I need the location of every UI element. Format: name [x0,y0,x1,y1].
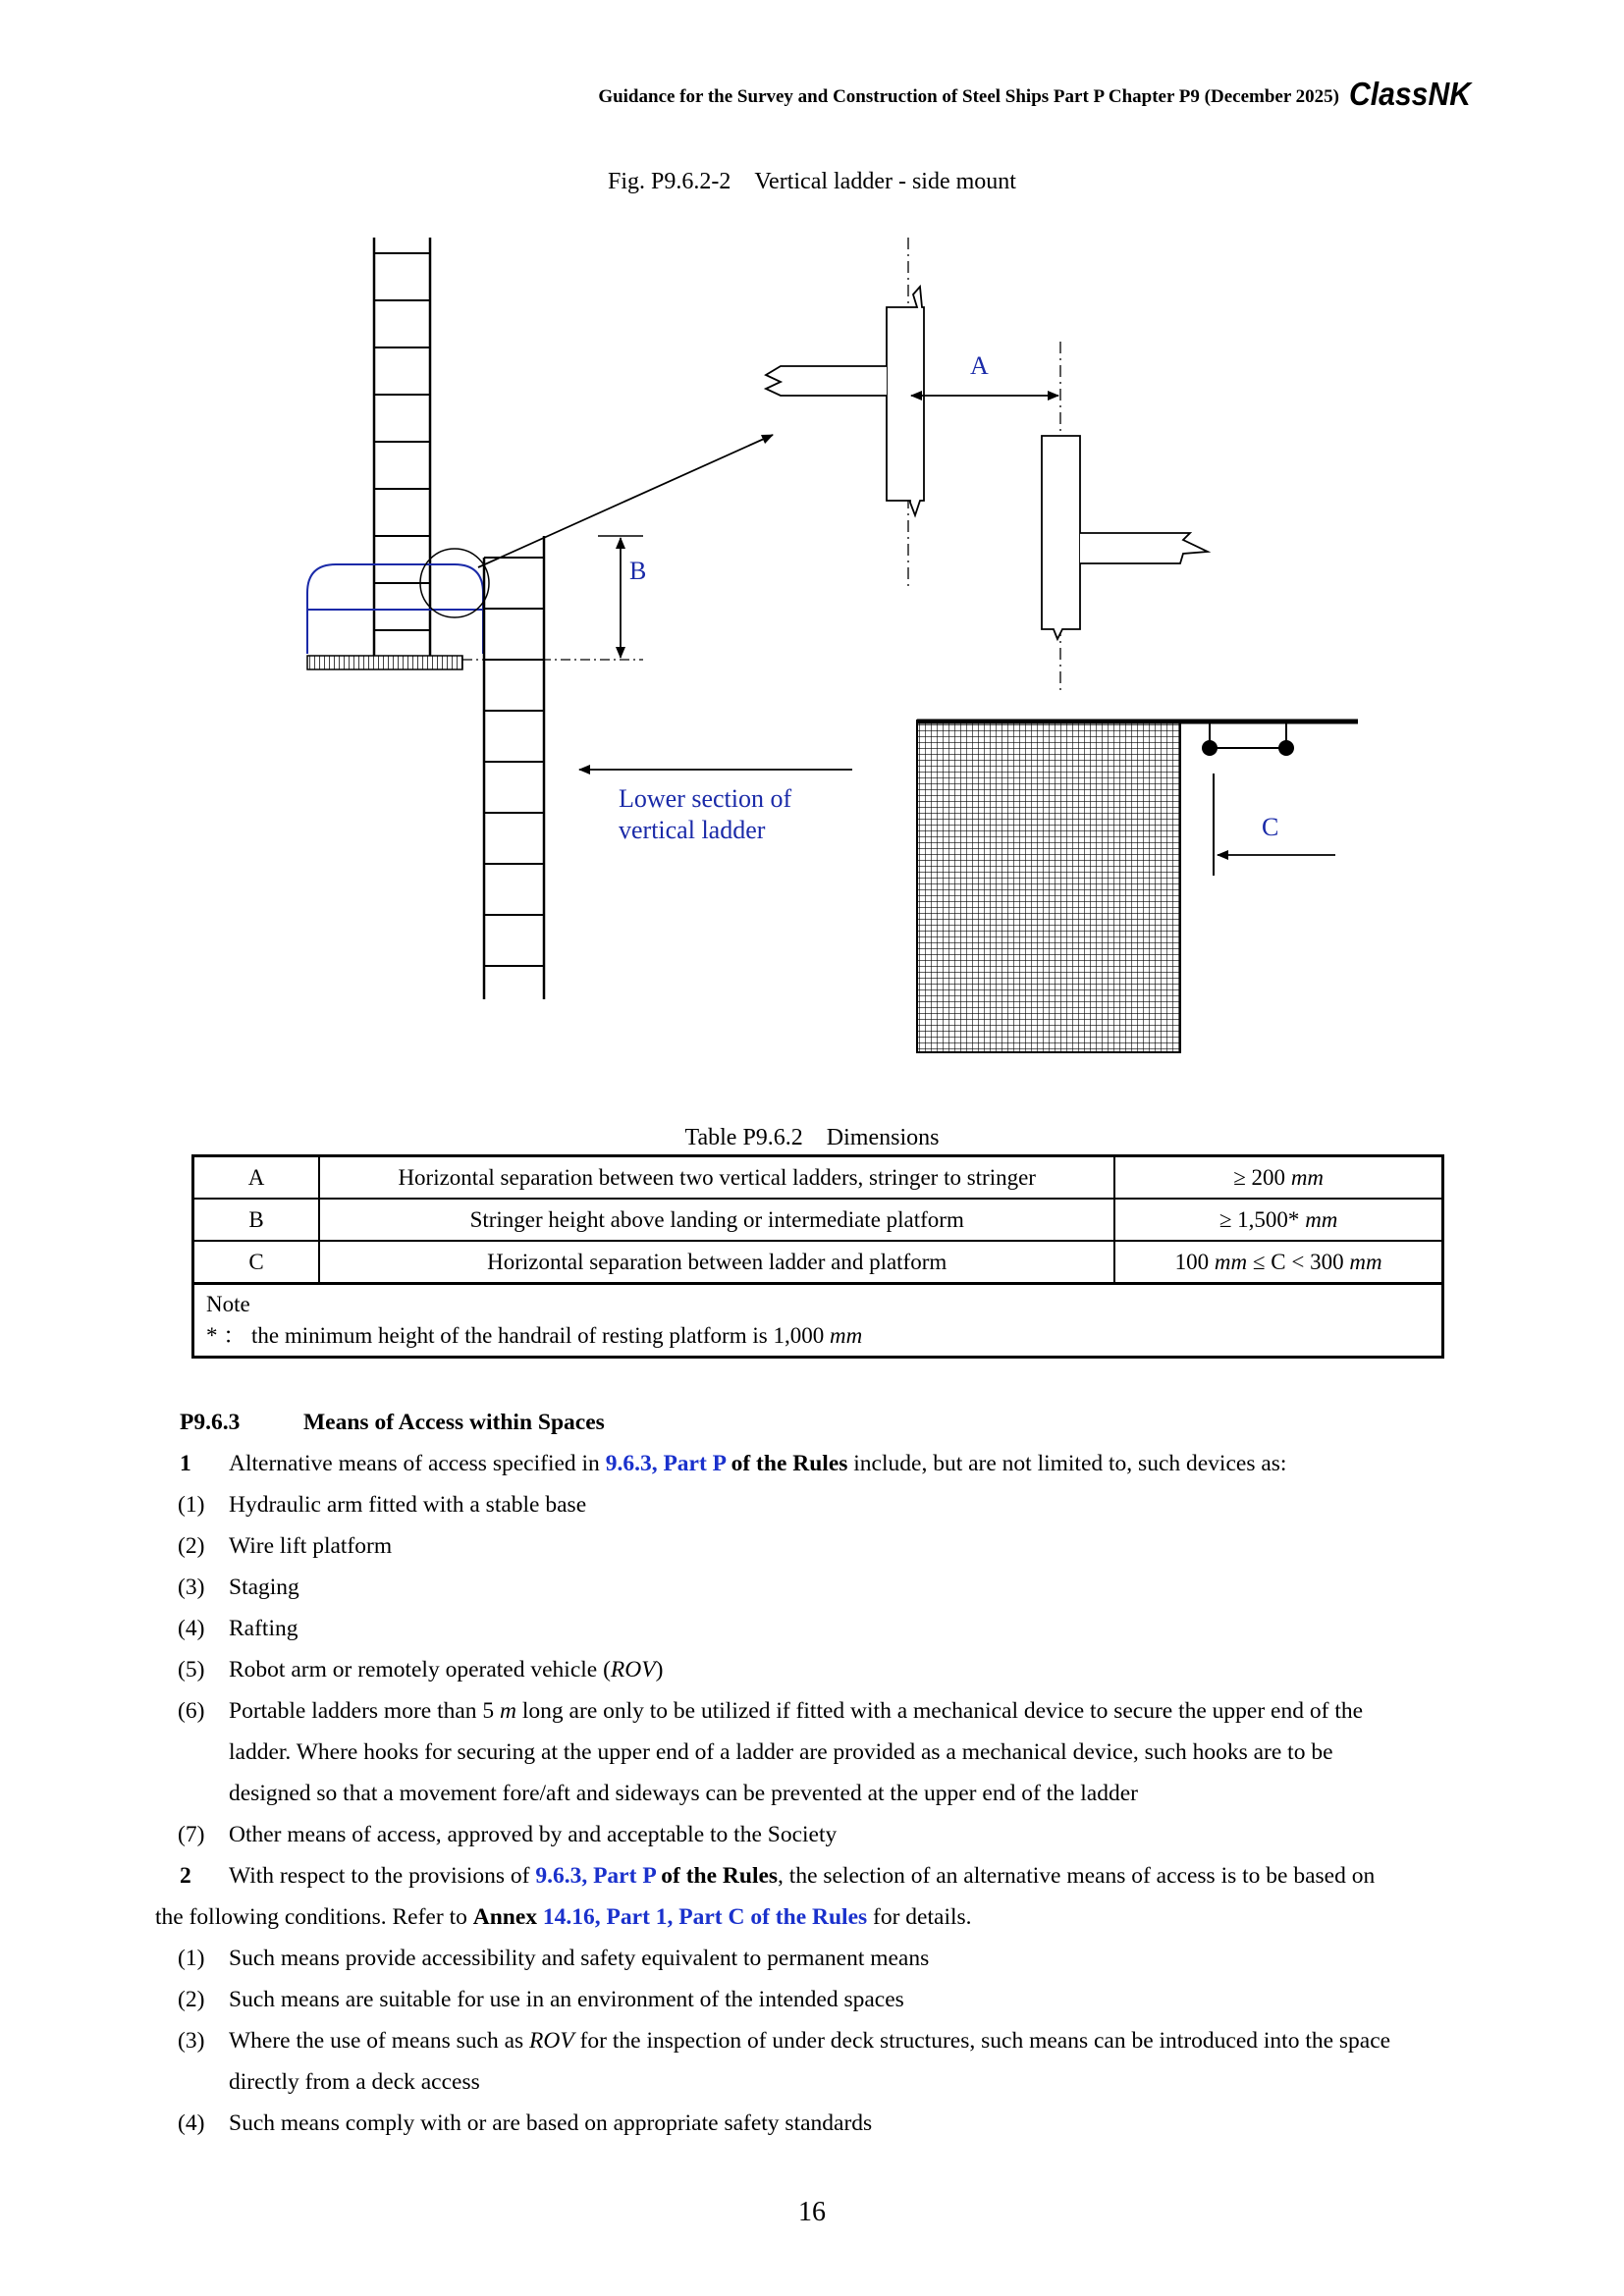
note-title: Note [206,1292,250,1316]
rule-link-part-p[interactable]: Part P [663,1451,726,1476]
label-c: C [1262,813,1279,841]
row-value: ≥ 1,500* mm [1114,1199,1442,1241]
list-item: Such means provide accessibility and safety equivalent to permanent means [229,1946,930,1971]
list-item-continued: ladder. Where hooks for securing at the upper end of a ladder are provided as a mechanical device, such hooks are to be [229,1739,1333,1765]
figure-caption: Fig. P9.6.2-2 Vertical ladder - side mount [608,169,1016,194]
list-item: Rafting [229,1616,298,1641]
list-number: (4) [178,2110,205,2136]
label-a: A [970,351,989,380]
row-key: B [193,1199,320,1241]
para-number: 1 [180,1451,191,1476]
lower-section-label-1: Lower section of [619,784,792,813]
list-number: (4) [178,1616,205,1641]
para-text-continued: the following conditions. Refer to Annex 14.16, Part 1, Part C of the Rules for details. [155,1904,972,1930]
list-item: Portable ladders more than 5 m long are only to be utilized if fitted with a mechanical device to secure the upper end of the [229,1698,1364,1724]
list-item: Other means of access, approved by and acceptable to the Society [229,1822,838,1847]
header-title: Guidance for the Survey and Construction of Steel Ships Part P Chapter P9 (December 2025) [598,86,1339,107]
row-value: ≥ 200 mm [1114,1156,1442,1200]
annex-link[interactable]: 14.16, Part 1, Part C of the Rules [537,1904,868,1930]
rule-link-9-6-3[interactable]: 9.6.3 [535,1863,582,1889]
note-text: * ： the minimum height of the handrail of resting platform is 1,000 mm [206,1323,863,1348]
table-note [193,1284,1443,1358]
table-caption: Table P9.6.2 Dimensions [684,1125,940,1150]
list-item: Such means comply with or are based on appropriate safety standards [229,2110,873,2136]
page-number: 16 [798,2197,826,2227]
table-note-row [193,1284,1443,1358]
list-item-continued: designed so that a movement fore/aft and sideways can be prevented at the upper end of the ladder [229,1781,1138,1806]
list-item: Where the use of means such as ROV for the inspection of under deck structures, such means can be introduced into the space [229,2028,1391,2054]
table-row [193,1199,1443,1241]
list-item: Hydraulic arm fitted with a stable base [229,1492,587,1518]
row-key: A [193,1156,320,1200]
list-number: (3) [178,1575,205,1600]
list-number: (2) [178,1987,205,2012]
table-row [193,1156,1443,1200]
list-number: (5) [178,1657,205,1682]
list-item: Such means are suitable for use in an environment of the intended spaces [229,1987,904,2012]
list-number: (6) [178,1698,205,1724]
list-number: (2) [178,1533,205,1559]
logo-text: ClassNK [1349,77,1473,110]
list-item: Staging [229,1575,299,1600]
upper-ladder [374,238,430,660]
section-title: Means of Access within Spaces [303,1410,605,1435]
list-number: (7) [178,1822,205,1847]
section-number: P9.6.3 [180,1410,241,1435]
para-number: 2 [180,1863,191,1889]
list-number: (1) [178,1946,205,1971]
row-key: C [193,1241,320,1284]
rule-link-part-p[interactable]: Part P [593,1863,656,1889]
ladder-figure [0,0,1624,1099]
row-desc: Horizontal separation between ladder and platform [319,1241,1114,1284]
list-number: (3) [178,2028,205,2054]
list-number: (1) [178,1492,205,1518]
dimensions-table [191,1154,1444,1359]
para-text: Alternative means of access specified in 9.6.3, Part P of the Rules include, but are not limited to, such devices as: [229,1451,1287,1476]
list-item-continued: directly from a deck access [229,2069,480,2095]
lower-ladder [484,536,544,999]
label-b: B [629,557,647,585]
detail-c [917,721,1358,1052]
rule-link-9-6-3[interactable]: 9.6.3 [605,1451,652,1476]
list-item: Wire lift platform [229,1533,393,1559]
row-desc: Horizontal separation between two vertical ladders, stringer to stringer [319,1156,1114,1200]
lower-section-label-2: vertical ladder [619,816,766,844]
para-text: With respect to the provisions of 9.6.3, Part P of the Rules, the selection of an alternative means of access is to be based on [229,1863,1376,1889]
table-row [193,1241,1443,1284]
row-desc: Stringer height above landing or intermediate platform [319,1199,1114,1241]
row-value: 100 mm ≤ C < 300 mm [1114,1241,1442,1284]
list-item: Robot arm or remotely operated vehicle (ROV) [229,1657,664,1682]
detail-a [766,238,1208,692]
